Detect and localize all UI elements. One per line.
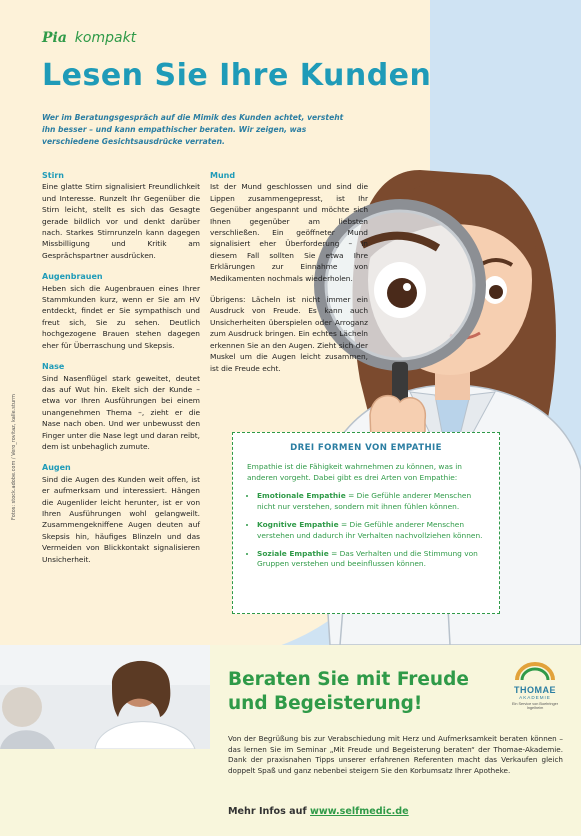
photo-credit: Fotos: stock.adobe.com / Vero_rovitaz, kalle.sturm: [11, 394, 17, 520]
brand-pia: Pia: [42, 30, 67, 46]
logo-tagline: Ein Service von Boehringer Ingelheim: [511, 702, 558, 710]
empathy-desc: = Die Gefühle anderer Menschen verstehen und dadurch ihr Verhalten nachvollziehen können.: [257, 519, 483, 540]
section-text-nase: Sind Nasenflügel stark geweitet, deutet das auf Wut hin. Ekelt sich der Kunde – etwa vor Ihren Ausführungen bei einem unangenehmen Thema –, zieht er die Nase nach oben. Und wer unbewusst den Finger unter die Nase legt und daran reibt, dem ist unbehaglich zumute.: [42, 373, 200, 451]
empathy-box: [232, 432, 500, 614]
section-text-laecheln: Übrigens: Lächeln ist nicht immer ein Ausdruck von Freude. Es kann auch Unsicherheiten überspielen oder Arroganz zum Ausdruck bringen. Ein echtes Lächeln erkennen Sie an den Augen. Zieht sich der Muskel um die Augen leicht zusammen, ist die Freude echt.: [210, 295, 368, 373]
logo-sub: AKADEMIE: [519, 695, 551, 700]
empathy-term: Emotionale Empathie: [257, 491, 346, 501]
promo-text: Von der Begrüßung bis zur Verabschiedung mit Herz und Aufmerksamkeit beraten können – das lernen Sie im Seminar „Mit Freude und Begeisterung beraten“ der Thomae-Akademie. Dank der praxisnahen Tipps unserer erfahrenen Referenten macht das Verkaufen gleich doppelt Spaß und ganz nebenbei steigern Sie den Korbumsatz Ihrer Apotheke.: [228, 734, 563, 775]
empathy-list: [247, 491, 485, 570]
consultation-photo: [0, 645, 210, 749]
promo-link-line: [228, 806, 409, 817]
empathy-lead: Empathie ist die Fähigkeit wahrnehmen zu können, was in anderen vorgeht. Dabei gibt es drei Arten von Empathie:: [247, 461, 462, 482]
section-text-augen: Sind die Augen des Kunden weit offen, ist er aufmerksam und interessiert. Hängen die Augenlider leicht herunter, ist er von Ihren Ausführungen wohl gelangweilt. Zusammengekniffene Augen deuten auf Skepsis hin, häufiges Blinzeln und das Vermeiden von Blickkontakt signalisieren Unsicherheit.: [42, 474, 200, 564]
promo-link-prefix: Mehr Infos auf: [228, 806, 310, 817]
logo-name: THOMAE: [514, 685, 556, 695]
article-column-left: [42, 170, 200, 575]
empathy-item-social: [257, 549, 485, 571]
empathy-term: Kognitive Empathie: [257, 519, 339, 529]
section-text-mund: Ist der Mund geschlossen und sind die Lippen zusammengepresst, ist Ihr Gegenüber angespannt und möchte sich Ihnen gegenüber am liebsten verschließen. Ein geöffneter Mund signalisiert eher Überforderung – in diesem Fall sollten Sie etwa Ihre Erklärungen zur Einnahme von Medikamenten nochmals wiederholen.: [210, 182, 368, 283]
empathy-desc: = Die Gefühle anderer Menschen nicht nur verstehen, sondern mit ihnen fühlen können.: [257, 491, 472, 512]
intro-text: Wer im Beratungsgespräch auf die Mimik des Kunden achtet, versteht ihn besser – und kann empathischer beraten. Wir zeigen, was verschiedene Gesichtsausdrücke verraten.: [42, 113, 344, 146]
empathy-item-cognitive: [257, 520, 485, 542]
page-title: Lesen Sie Ihre Kunden: [42, 58, 432, 93]
section-heading-stirn: Stirn: [42, 171, 64, 180]
section-heading-augen: Augen: [42, 463, 71, 473]
section-text-stirn: Eine glatte Stirn signalisiert Freundlichkeit und Interesse. Runzelt Ihr Gegenüber die Stirn leicht, stellt es sich das Gesagte gerade bildlich vor und denkt darüber nach. Starkes Stirnrunzeln kann dagegen Missbilligung und Kritik am Gesprächspartner ausdrücken.: [42, 182, 200, 260]
section-heading-mund: Mund: [210, 171, 236, 180]
selfmedic-link[interactable]: www.selfmedic.de: [310, 806, 409, 817]
customer-head: [2, 687, 42, 727]
empathy-item-emotional: [257, 491, 485, 513]
empathy-term: Soziale Empathie: [257, 548, 329, 558]
section-text-augenbrauen: Heben sich die Augenbrauen eines Ihrer Stammkunden kurz, wenn er Sie am HV entdeckt, findet er Sie sympathisch und freut sich, Sie zu sehen. Deutlich hochgezogene Brauen stehen dagegen eher für Überraschung und Skepsis.: [42, 283, 200, 350]
brand-kompakt: kompakt: [74, 30, 137, 46]
thomae-logo: [505, 660, 565, 724]
article-column-right: [210, 170, 368, 384]
brand-label: [42, 30, 136, 46]
section-heading-augenbrauen: Augenbrauen: [42, 272, 103, 282]
empathy-title: DREI FORMEN VON EMPATHIE: [290, 443, 442, 453]
thomae-arc-icon: [513, 660, 557, 682]
section-heading-nase: Nase: [42, 362, 65, 372]
empathy-desc: = Das Verhalten und die Stimmung von Gruppen verstehen und beeinflussen können.: [257, 548, 478, 569]
promo-title: Beraten Sie mit Freude und Begeisterung!: [228, 669, 469, 714]
